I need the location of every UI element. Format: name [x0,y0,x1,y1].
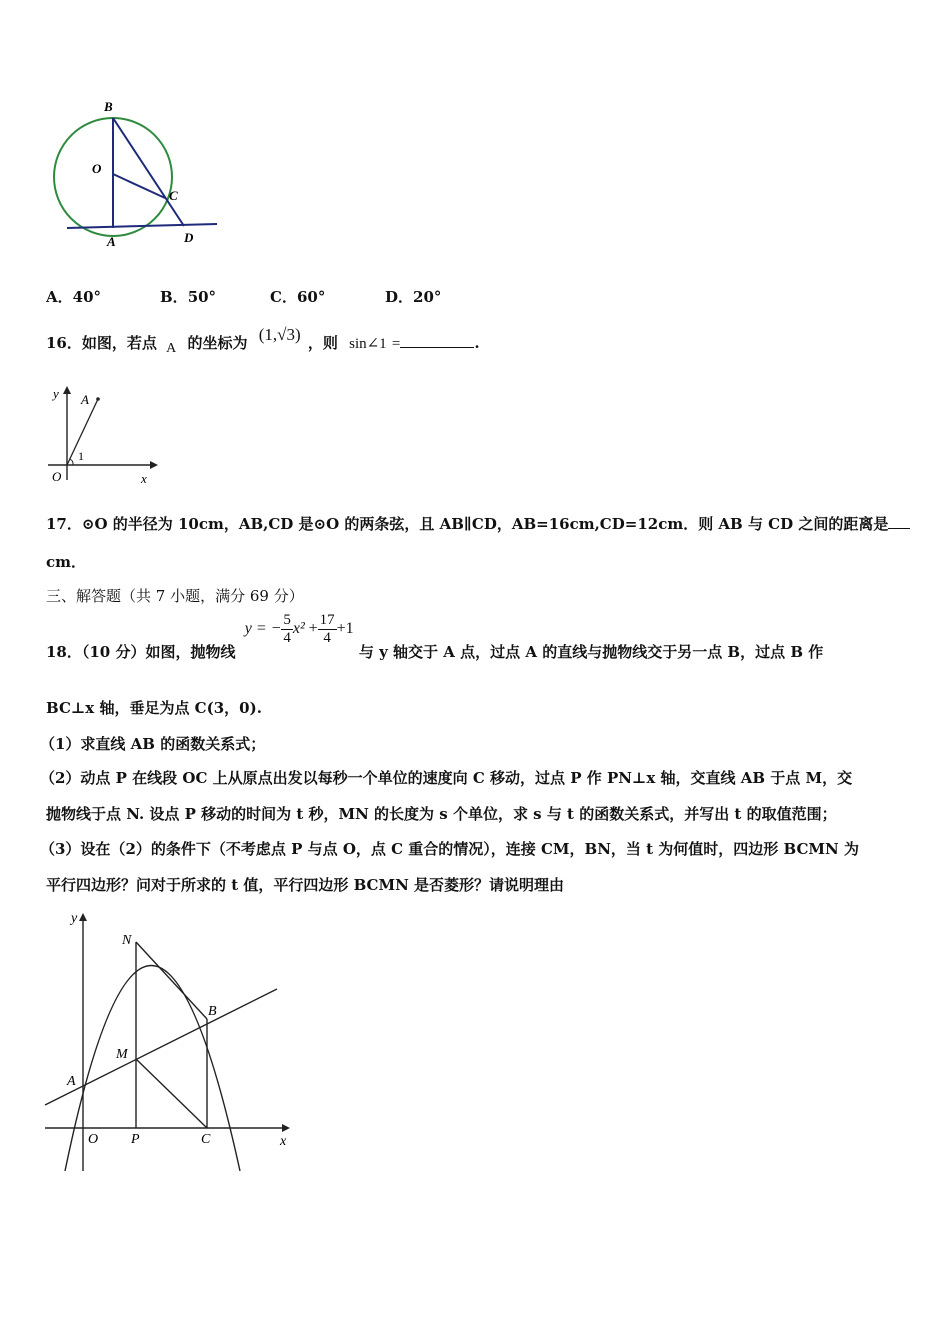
question-18-part2a: （2）动点 P 在线段 OC 上从原点出发以每秒一个单位的速度向 C 移动，过点 P 作 PN⊥x 轴，交直线 AB 于点 M，交 [40,769,853,787]
question-18-part3a: （3）设在（2）的条件下（不考虑点 P 与点 O，点 C 重合的情况），连接 CM，BN，当 t 为何值时，四边形 BCMN 为 [40,840,859,858]
answer-blank-16[interactable] [400,347,474,348]
label-c: C [201,1132,211,1147]
question-16: 16．如图，若点 A 的坐标为 (1,√3) ，则 sin∠1 = . [46,325,480,356]
label-x: x [280,1134,287,1149]
figure-q16-axes [40,380,170,490]
answer-blank-17[interactable] [888,528,910,529]
coordinate-a: (1,√3) [258,325,301,344]
label-b: B [104,99,113,114]
label-o: O [88,1132,99,1147]
figure-q18-parabola [40,905,300,1175]
label-c: C [169,188,178,203]
label-o: O [92,161,102,176]
label-d: D [184,230,194,245]
question-18-line1: 18．（10 分）如图，抛物线 y = − $\frac{5}{4}$ x² + $\frac{17}{4}$ +1 与 y 轴交于 A 点，过点 A 的直线与抛物线交于另一点 B，过点 B 作 [46,612,824,661]
parabola-equation: y = − $\frac{5}{4}$ x² + $\frac{17}{4}$ +1 [244,612,354,646]
question-18-part3b: 平行四边形？问对于所求的 t 值，平行四边形 BCMN 是否菱形？请说明理由 [46,876,565,894]
label-p: P [131,1132,140,1147]
label-a: A [67,1074,76,1089]
label-m: M [116,1047,128,1062]
option-a: A．40° [46,288,102,306]
option-d: D．20° [385,288,442,306]
point-a: A [166,341,177,356]
question-18-part2b: 抛物线于点 N. 设点 P 移动的时间为 t 秒，MN 的长度为 s 个单位，求 s 与 t 的函数关系式，并写出 t 的取值范围； [46,805,837,823]
label-a: A [81,392,89,407]
segment-bd [113,118,184,226]
question-18-line2: BC⊥x 轴，垂足为点 C(3，0). [46,699,262,717]
question-17-line1: 17．⊙O 的半径为 10cm，AB,CD 是⊙O 的两条弦，且 AB∥CD，AB=16cm,CD=12cm．则 AB 与 CD 之间的距离是 [46,513,910,534]
question-17-line2: cm． [46,553,87,571]
label-o: O [52,469,62,484]
label-y: y [71,911,78,926]
label-angle-1: 1 [78,449,84,463]
option-b: B．50° [160,288,217,306]
line-ab [45,989,277,1105]
label-y: y [53,386,59,401]
sin-angle-1: sin∠1 [349,336,387,352]
figure-q15-circle [40,95,230,255]
section-3-heading: 三、解答题（共 7 小题，满分 69 分） [46,587,304,605]
label-b: B [208,1004,217,1019]
option-c: C．60° [270,288,326,306]
label-x: x [141,471,147,486]
label-a: A [107,234,116,249]
label-n: N [122,933,132,948]
question-18-part1: （1）求直线 AB 的函数关系式； [40,735,266,753]
